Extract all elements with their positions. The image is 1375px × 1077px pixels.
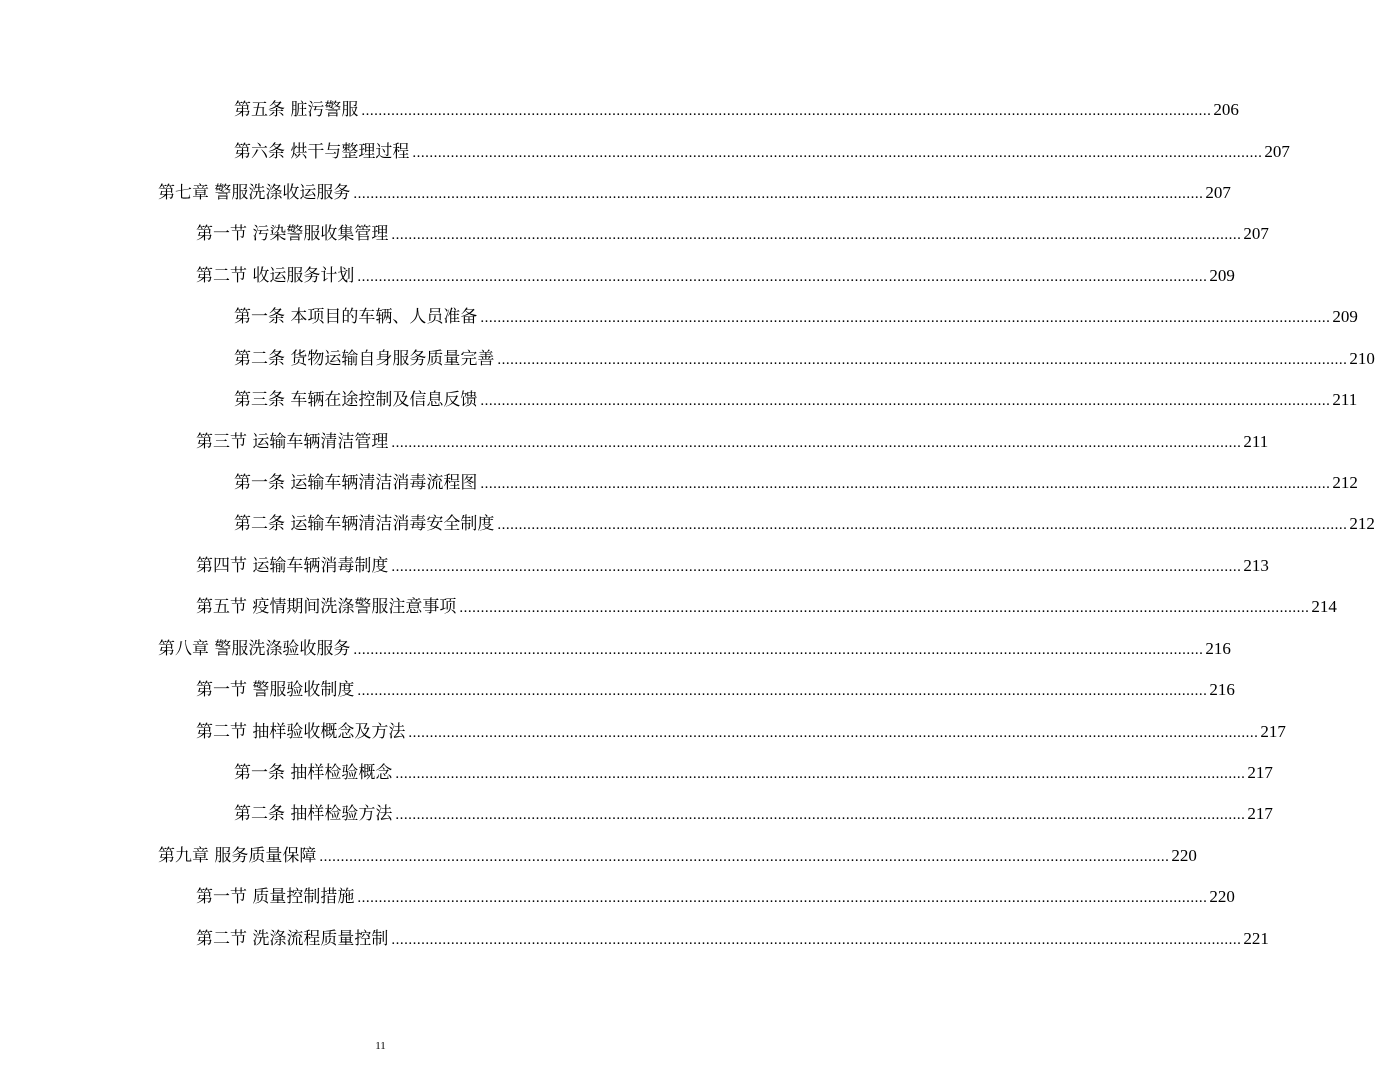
toc-entry[interactable] [234,800,1273,824]
toc-dot-leader: ........................................................................................................................................................................................................ [497,352,1348,368]
toc-entry-page: 216 [1209,680,1235,699]
toc-entry-page: 214 [1311,597,1337,616]
toc-entry-title: 第七章 警服洗涤收运服务 [158,183,351,203]
toc-entry-page: 217 [1260,722,1286,741]
toc-dot-leader: ........................................................................................................................................................................................................ [353,186,1204,202]
toc-dot-leader: ........................................................................................................................................................................................................ [357,269,1208,285]
toc-entry-title: 第二条 抽样检验方法 [234,804,393,824]
toc-entry-title: 第二节 抽样验收概念及方法 [196,722,406,742]
toc-dot-leader: ........................................................................................................................................................................................................ [357,683,1208,699]
toc-entry-page: 209 [1209,266,1235,285]
toc-entry-page: 212 [1349,514,1375,533]
toc-entry[interactable] [234,386,1358,410]
toc-entry-title: 第一节 质量控制措施 [196,887,355,907]
toc-entry-page: 217 [1247,763,1273,782]
toc-dot-leader: ........................................................................................................................................................................................................ [395,807,1246,823]
toc-entry-title: 第六条 烘干与整理过程 [234,142,410,162]
toc-entry-title: 第二条 运输车辆清洁消毒安全制度 [234,514,495,534]
toc-entry-title: 第四节 运输车辆消毒制度 [196,556,389,576]
toc-entry-title: 第一节 污染警服收集管理 [196,224,389,244]
toc-entry-page: 221 [1243,929,1269,948]
toc-entry-title: 第五条 脏污警服 [234,100,359,120]
toc-entry-page: 206 [1213,100,1239,119]
toc-entry-page: 207 [1264,142,1290,161]
toc-dot-leader: ........................................................................................................................................................................................................ [395,766,1246,782]
toc-entry[interactable] [234,138,1290,162]
toc-entry[interactable] [234,469,1358,493]
toc-dot-leader: ........................................................................................................................................................................................................ [480,310,1331,326]
toc-entry-page: 216 [1205,639,1231,658]
toc-dot-leader: ........................................................................................................................................................................................................ [319,849,1170,865]
toc-entry-page: 217 [1247,804,1273,823]
toc-entry-title: 第一条 本项目的车辆、人员准备 [234,307,478,327]
toc-entry-page: 211 [1243,432,1269,451]
toc-entry-page: 207 [1205,183,1231,202]
toc-dot-leader: ........................................................................................................................................................................................................ [497,517,1348,533]
toc-entry[interactable] [158,842,1197,866]
toc-entry[interactable] [158,179,1231,203]
toc-dot-leader: ........................................................................................................................................................................................................ [353,642,1204,658]
toc-entry-title: 第一节 警服验收制度 [196,680,355,700]
toc-entry-title: 第二节 收运服务计划 [196,266,355,286]
toc-dot-leader: ........................................................................................................................................................................................................ [391,435,1242,451]
toc-entry[interactable] [196,925,1269,949]
toc-entry-title: 第一条 运输车辆清洁消毒流程图 [234,473,478,493]
toc-entry[interactable] [196,883,1235,907]
toc-entry-title: 第一条 抽样检验概念 [234,763,393,783]
toc-entry[interactable] [196,593,1337,617]
toc-dot-leader: ........................................................................................................................................................................................................ [391,227,1242,243]
toc-entry-page: 212 [1332,473,1358,492]
toc-entry-page: 220 [1171,846,1197,865]
toc-entry-page: 213 [1243,556,1269,575]
toc-entry-title: 第二条 货物运输自身服务质量完善 [234,349,495,369]
toc-dot-leader: ........................................................................................................................................................................................................ [459,600,1310,616]
toc-entry[interactable] [234,96,1239,120]
toc-entry[interactable] [196,676,1235,700]
toc-dot-leader: ........................................................................................................................................................................................................ [412,145,1263,161]
toc-dot-leader: ........................................................................................................................................................................................................ [480,393,1331,409]
toc-entry-page: 207 [1243,224,1269,243]
toc-entry[interactable] [234,303,1358,327]
toc-entry-page: 209 [1332,307,1358,326]
toc-entry-title: 第五节 疫情期间洗涤警服注意事项 [196,597,457,617]
toc-entry-title: 第八章 警服洗涤验收服务 [158,639,351,659]
toc-dot-leader: ........................................................................................................................................................................................................ [391,559,1242,575]
toc-dot-leader: ........................................................................................................................................................................................................ [391,932,1242,948]
toc-entry[interactable] [196,552,1269,576]
toc-entry[interactable] [158,635,1231,659]
toc-entry-title: 第二节 洗涤流程质量控制 [196,929,389,949]
toc-dot-leader: ........................................................................................................................................................................................................ [480,476,1331,492]
page-number: 11 [375,1040,386,1052]
toc-entry-title: 第三节 运输车辆清洁管理 [196,432,389,452]
toc-entry[interactable] [234,345,1375,369]
toc-entry[interactable] [196,262,1235,286]
toc-entry[interactable] [234,510,1375,534]
toc-entry-page: 210 [1349,349,1375,368]
toc-dot-leader: ........................................................................................................................................................................................................ [361,103,1212,119]
toc-entry-page: 220 [1209,887,1235,906]
toc-entry[interactable] [196,428,1269,452]
toc-entry-title: 第九章 服务质量保障 [158,846,317,866]
toc-entry[interactable] [234,759,1273,783]
toc-entry[interactable] [196,220,1269,244]
toc-entry-title: 第三条 车辆在途控制及信息反馈 [234,390,478,410]
toc-entry[interactable] [196,718,1286,742]
toc-dot-leader: ........................................................................................................................................................................................................ [357,890,1208,906]
toc-entry-page: 211 [1332,390,1358,409]
toc-dot-leader: ........................................................................................................................................................................................................ [408,725,1259,741]
